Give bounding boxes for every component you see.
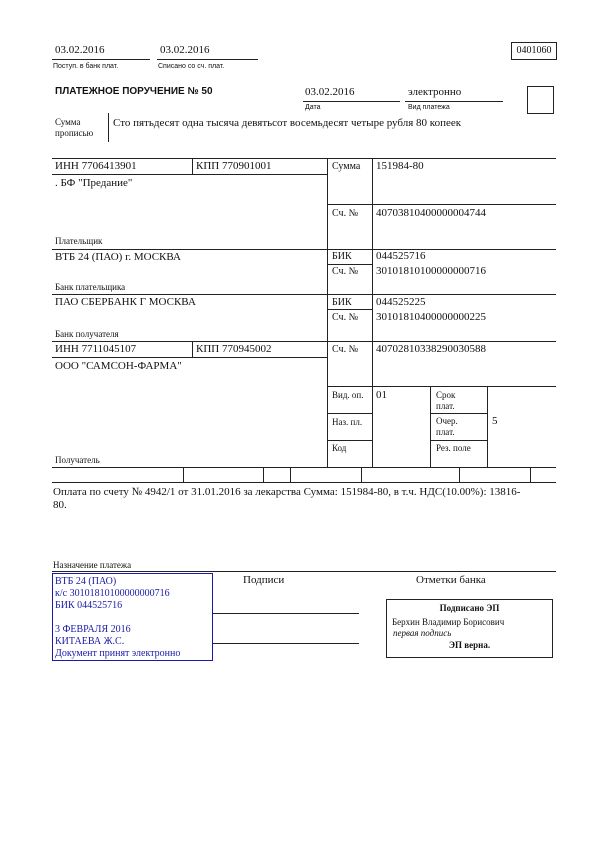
payee-inn: ИНН 7711045107 <box>55 343 137 355</box>
stamp-date: 3 ФЕВРАЛЯ 2016 <box>55 624 131 635</box>
purpose-text: Оплата по счету № 4942/1 от 31.01.2016 за лекарства Сумма: 151984-80, в т.ч. НДС(10.00%): 13816- <box>53 486 521 498</box>
ocher-label: Очер. <box>436 416 458 426</box>
grid-line <box>52 341 556 342</box>
signatures-label: Подписи <box>243 574 285 586</box>
payment-type-line <box>405 101 503 102</box>
payer-label: Плательщик <box>55 236 103 246</box>
grid-line <box>430 440 487 441</box>
purpose-text-2: 80. <box>53 499 67 511</box>
amount-words-divider <box>108 113 109 142</box>
signature-line-2 <box>213 643 359 644</box>
amount-words-label: Сумма <box>55 117 81 127</box>
payee-name: ООО "САМСОН-ФАРМА" <box>55 360 182 372</box>
payer-account-label: Сч. № <box>332 208 359 219</box>
grid-line <box>327 158 328 467</box>
form-code: 0401060 <box>511 42 557 60</box>
grid-line <box>52 294 556 295</box>
grid-line <box>361 467 362 482</box>
order-date: 03.02.2016 <box>305 86 355 98</box>
payment-type-caption: Вид платежа <box>408 104 450 111</box>
order-date-caption: Дата <box>305 104 321 111</box>
grid-line <box>459 467 460 482</box>
e-signature-status: ЭП верна. <box>448 640 491 650</box>
ocher-value: 5 <box>492 415 498 427</box>
payee-bank-name: ПАО СБЕРБАНК Г МОСКВА <box>55 296 196 308</box>
grid-line <box>327 264 372 265</box>
purpose-label: Назначение платежа <box>53 560 132 570</box>
vid-op-value: 01 <box>376 389 387 401</box>
grid-line <box>327 204 556 205</box>
grid-line <box>530 467 531 482</box>
e-signature-role: первая подпись <box>393 628 452 638</box>
grid-line <box>52 249 556 250</box>
order-date-line <box>303 101 400 102</box>
grid-line <box>327 440 372 441</box>
payee-account: 40702810338290030588 <box>376 343 486 355</box>
payer-bank-account: 30101810100000000716 <box>376 265 486 277</box>
payee-bank-account: 30101810400000000225 <box>376 311 486 323</box>
rez-label: Рез. поле <box>436 443 471 453</box>
amount-value: 151984-80 <box>376 160 424 172</box>
payee-account-label: Сч. № <box>332 344 359 355</box>
stamp-status: Документ принят электронно <box>55 648 181 659</box>
payer-kpp: КПП 770901001 <box>196 160 272 172</box>
payer-bank-bik: 044525716 <box>376 250 426 262</box>
page-title: ПЛАТЕЖНОЕ ПОРУЧЕНИЕ № 50 <box>55 86 213 97</box>
grid-line <box>290 467 291 482</box>
amount-words-text: Сто пятьдесят одна тысяча девятьсот восемьдесят четыре рубля 80 копеек <box>113 117 462 129</box>
kod-label: Код <box>332 443 347 453</box>
grid-line <box>183 467 184 482</box>
payer-account: 40703810400000004744 <box>376 207 486 219</box>
grid-line <box>430 386 431 467</box>
bank-stamp <box>52 573 213 661</box>
amount-label: Сумма <box>332 161 361 172</box>
payee-label: Получатель <box>55 455 100 465</box>
received-date: 03.02.2016 <box>55 44 105 56</box>
amount-words-label-2: прописью <box>55 128 94 138</box>
vid-op-label: Вид. оп. <box>332 390 364 400</box>
stamp-account: к/с 30101810100000000716 <box>55 588 170 599</box>
debited-date: 03.02.2016 <box>160 44 210 56</box>
payer-inn: ИНН 7706413901 <box>55 160 137 172</box>
debited-date-line <box>157 59 258 60</box>
payer-bank-name: ВТБ 24 (ПАО) г. МОСКВА <box>55 251 181 263</box>
grid-line <box>52 482 556 483</box>
ocher-label-2: плат. <box>436 427 455 437</box>
payer-bank-label: Банк плательщика <box>55 282 126 292</box>
bank-marks-label: Отметки банка <box>416 574 486 586</box>
grid-line <box>327 386 556 387</box>
stamp-bank: ВТБ 24 (ПАО) <box>55 576 117 587</box>
e-signature-box <box>386 599 553 658</box>
payee-kpp: КПП 770945002 <box>196 343 272 355</box>
grid-line <box>263 467 264 482</box>
signature-line-1 <box>213 613 359 614</box>
stamp-clerk: КИТАЕВА Ж.С. <box>55 636 125 647</box>
grid-line <box>52 174 327 175</box>
payer-bank-bik-label: БИК <box>332 251 352 262</box>
grid-line <box>52 467 556 468</box>
grid-line <box>487 386 488 467</box>
payee-bank-account-label: Сч. № <box>332 312 359 323</box>
payee-bank-label: Банк получателя <box>55 329 119 339</box>
grid-line <box>52 357 327 358</box>
e-signature-title: Подписано ЭП <box>439 603 500 613</box>
grid-line <box>192 158 193 174</box>
grid-line <box>327 413 372 414</box>
debited-caption: Списано со сч. плат. <box>158 63 225 70</box>
grid-line <box>192 341 193 357</box>
purpose-line <box>52 571 556 572</box>
srok-label-2: плат. <box>436 401 455 411</box>
srok-label: Срок <box>436 390 456 400</box>
status-box <box>527 86 554 114</box>
payee-bank-bik-label: БИК <box>332 297 352 308</box>
payee-bank-bik: 044525225 <box>376 296 426 308</box>
grid-line <box>430 413 487 414</box>
payer-name: . БФ "Предание" <box>55 177 133 189</box>
grid-line <box>52 158 556 159</box>
payment-type: электронно <box>408 86 462 98</box>
received-date-line <box>52 59 150 60</box>
grid-line <box>372 158 373 467</box>
received-caption: Поступ. в банк плат. <box>53 63 119 70</box>
e-signature-signer: Берхин Владимир Борисович <box>392 617 505 627</box>
grid-line <box>327 309 372 310</box>
naz-pl-label: Наз. пл. <box>332 417 363 427</box>
stamp-bik: БИК 044525716 <box>55 600 123 611</box>
payer-bank-account-label: Сч. № <box>332 266 359 277</box>
